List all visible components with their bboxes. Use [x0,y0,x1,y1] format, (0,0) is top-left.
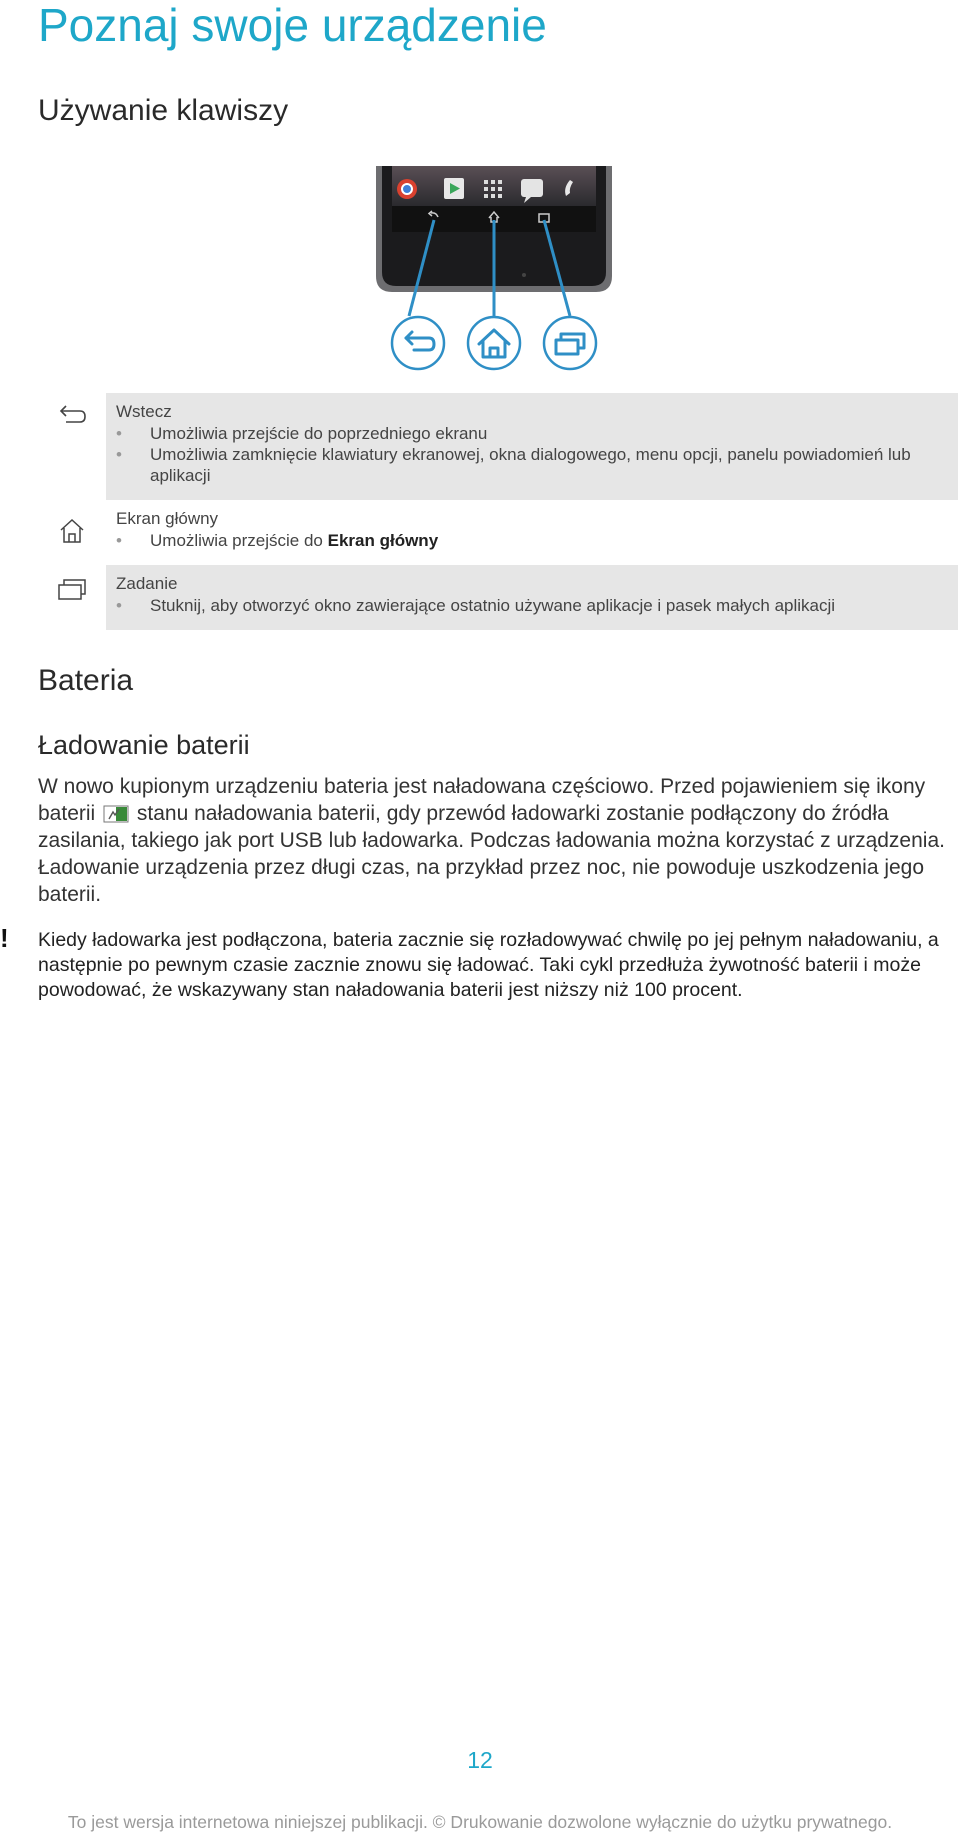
bold-term: Ekran główny [327,531,439,550]
key-bullets [116,423,948,486]
warning-icon: ! [0,923,9,953]
paragraph-text: W nowo kupionym urządzeniu bateria jest naładowana częściowo. Przed pojawieniem się ikony baterii [38,775,926,825]
key-title: Ekran główny [116,509,219,528]
home-icon [58,518,86,544]
battery-charging-icon [103,805,129,823]
key-description-home [106,500,958,565]
footer-note: To jest wersja internetowa niniejszej publikacji. © Drukowanie dozwolone wyłącznie do użytku prywatnego. [67,1812,893,1832]
key-bullets [116,530,948,551]
keys-table [38,393,958,630]
bullet-text: Umożliwia przejście do [150,531,328,550]
key-row-recent [38,565,958,630]
charging-subheading: Ładowanie baterii [38,730,250,760]
list-item [150,530,948,551]
battery-section-heading: Bateria [38,664,134,697]
key-title: Zadanie [116,574,178,593]
warning-note: Kiedy ładowarka jest podłączona, bateria zacznie się rozładowywać chwilę po jej pełnym naładowaniu, a następnie po pewnym czasie zacznie znowu się ładować. Taki cykl przedłuża żywotność baterii i może powodować, że wskazywany stan naładowania baterii jest niższy niż 100 procent. [38,929,939,1001]
keys-section-heading: Używanie klawiszy [38,94,289,127]
page-title: Poznaj swoje urządzenie [38,0,547,51]
charging-paragraph [38,773,948,908]
key-title: Wstecz [116,402,172,421]
list-item: • Umożliwia zamknięcie klawiatury ekranowej, okna dialogowego, menu opcji, panelu powiadomień lub aplikacji [150,444,948,486]
key-bullets [116,595,948,616]
list-item: • Stuknij, aby otworzyć okno zawierające ostatnio używane aplikacje i pasek małych aplikacji [150,595,948,616]
key-description-recent [106,565,958,630]
phone-keys-illustration [374,166,614,372]
key-row-home [38,500,958,565]
recent-apps-icon [56,577,88,601]
key-description-back [106,393,958,500]
list-item: • Umożliwia przejście do poprzedniego ekranu [150,423,948,444]
paragraph-text: stanu naładowania baterii, gdy przewód ładowarki zostanie podłączony do źródła zasilania, takiego jak port USB lub ładowarka. Podczas ładowania można korzystać z urządzenia. Ładowanie urządzenia przez długi czas, na przykład przez noc, nie powoduje uszkodzenia jego baterii. [38,802,945,906]
page-number: 12 [467,1747,493,1773]
back-icon [56,403,88,429]
key-row-back [38,393,958,500]
